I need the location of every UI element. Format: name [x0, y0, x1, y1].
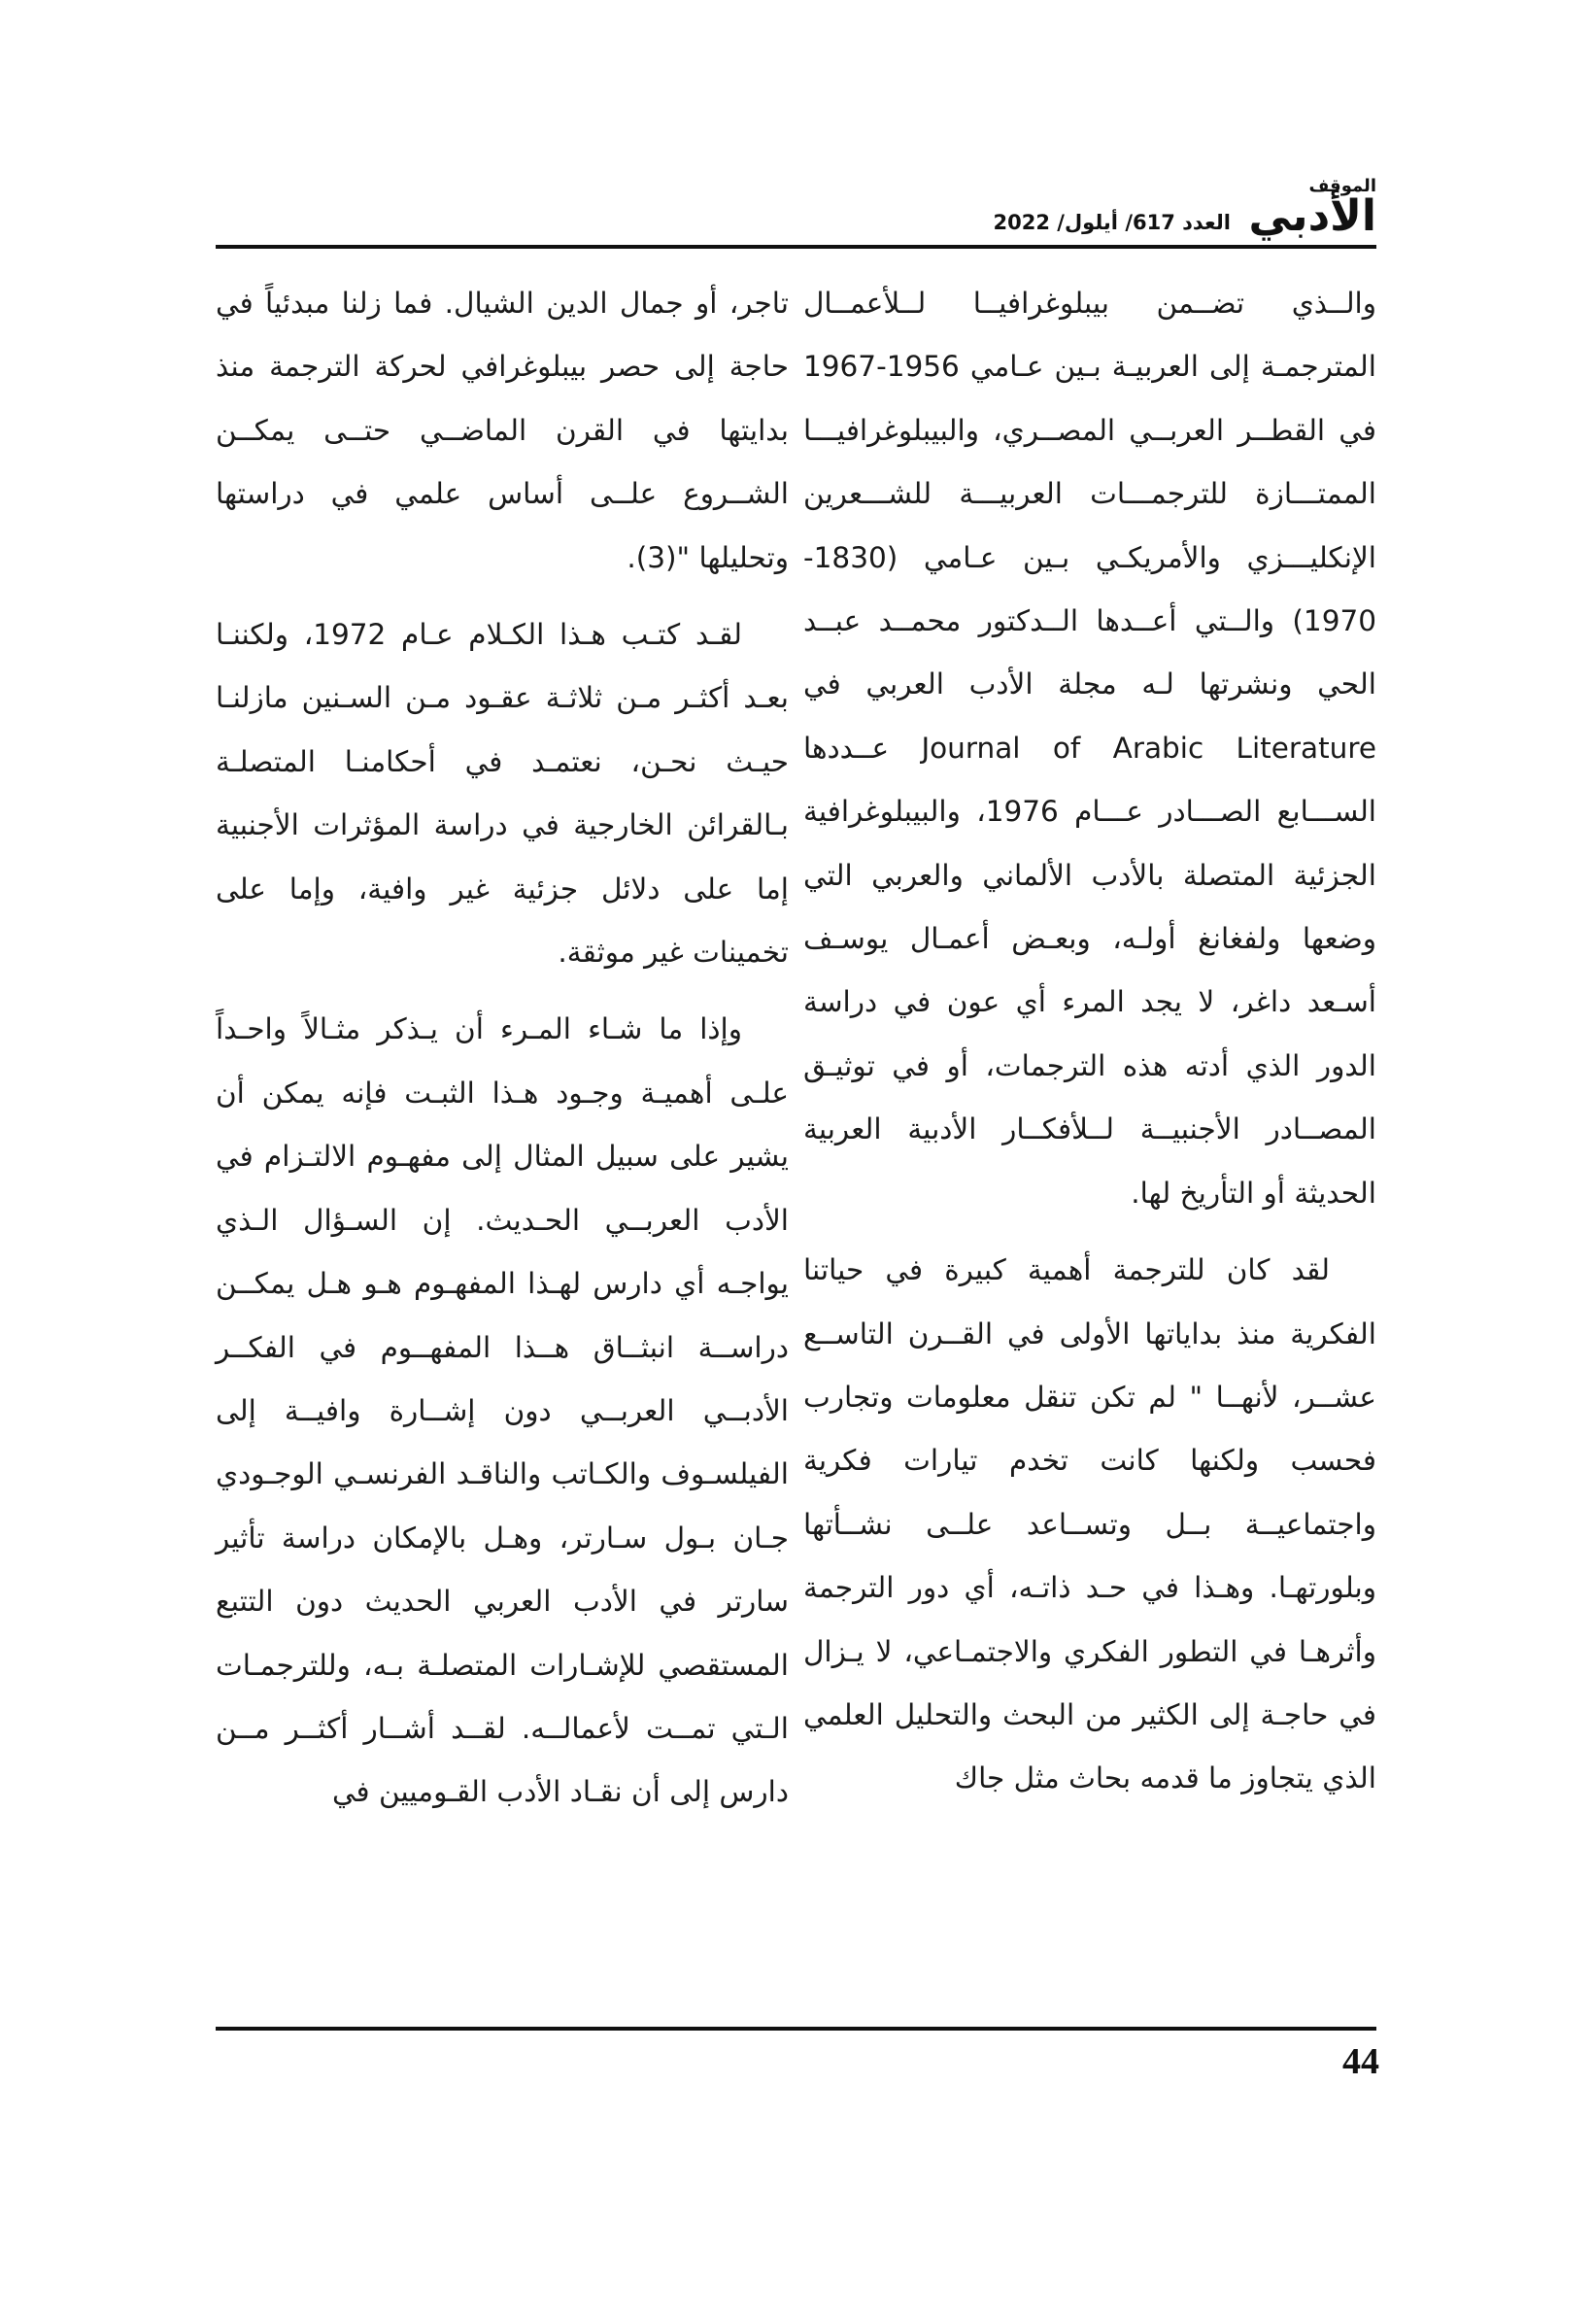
right-column: [803, 272, 1376, 1825]
page-number: 44: [1342, 2041, 1379, 2082]
footer-rule: [216, 2027, 1376, 2031]
left-paragraph-1-text: تاجر، أو جمال الدين الشيال. فما زلنا مبدئياً في حاجة إلى حصر بيبلوغرافي لحركة الترجمة منذ بدايتها في القرن الماضــي حتــى يمكــن الشــروع علــى أساس علمي في دراستها وتحليلها "(3).: [216, 287, 789, 574]
right-paragraph-2: [803, 1239, 1376, 1811]
running-header: [216, 170, 1376, 250]
issue-info: العدد 617/ أيلول/ 2022: [993, 211, 1231, 234]
header-rule: [216, 245, 1376, 249]
left-paragraph-3: [216, 998, 789, 1824]
right-paragraph-1-text: والــذي تضــمن بيبلوغرافيــا لــلأعمــال المترجمـة إلى العربيـة بـين عـامي 1956-1967 في القطــر العربــي المصــري، والبيبلوغرافيـــا الممتـــازة للترجمـــات العربيـــة للشـــعرين الإنكليـــزي والأمريكـي بـين عـامي (1830-1970) والــتي أعــدها الــدكتور محمــد عبــد الحي ونشرتها لـه مجلة الأدب العربي في Journal of Arabic Literature عــددها الســـابع الصـــادر عـــام 1976، والبيبلوغرافية الجزئية المتصلة بالأدب الألماني والعربي التي وضعها ولفغانغ أولـه، وبعـض أعمـال يوسـف أسـعد داغر، لا يجد المرء أي عون في دراسة الدور الذي أدته هذه الترجمات، أو في توثيـق المصــادر الأجنبيــة لــلأفكــار الأدبية العربية الحديثة أو التأريخ لها.: [803, 287, 1377, 1210]
left-paragraph-1: [216, 272, 789, 590]
right-paragraph-1: [803, 272, 1376, 1225]
magazine-logo: [1250, 176, 1376, 244]
left-paragraph-3-text: وإذا ما شـاء المـرء أن يـذكر مثـالاً واحـداً علـى أهميـة وجـود هـذا الثبـت فإنه يمكن أن يشير على سبيل المثال إلى مفهـوم الالتـزام في الأدب العربــي الحـديث. إن السـؤال الـذي يواجـه أي دارس لهـذا المفهـوم هـو هـل يمكــن دراســة انبثــاق هــذا المفهــوم في الفكــر الأدبــي العربــي دون إشــارة وافيــة إلى الفيلسـوف والكـاتب والناقـد الفرنسـي الوجـودي جـان بـول سـارتر، وهـل بالإمكان دراسة تأثير سارتر في الأدب العربي الحديث دون التتبع المستقصي للإشـارات المتصلـة بـه، وللترجمـات الـتي تمــت لأعمالــه. لقــد أشــار أكثــر مــن دارس إلى أن نقـاد الأدب القـوميين في: [216, 1012, 789, 1809]
logo-big-text: الأدبي: [1248, 191, 1376, 241]
left-column: [216, 272, 789, 1838]
right-paragraph-2-text: لقد كان للترجمة أهمية كبيرة في حياتنا الفكرية منذ بداياتها الأولى في القــرن التاســع عشــر، لأنهــا " لم تكن تنقل معلومات وتجارب فحسب ولكنها كانت تخدم تيارات فكرية واجتماعيــة بــل وتســاعد علــى نشــأتها وبلورتهـا. وهـذا في حـد ذاتـه، أي دور الترجمة وأثرهـا في التطور الفكري والاجتمـاعي، لا يـزال في حاجـة إلى الكثير من البحث والتحليل العلمي الذي يتجاوز ما قدمه بحاث مثل جاك: [803, 1253, 1376, 1795]
left-paragraph-2-text: لقـد كتـب هـذا الكـلام عـام 1972، ولكننـا بعـد أكثـر مـن ثلاثـة عقـود مـن السـنين مازلنـا حيـث نحـن، نعتمـد في أحكامنـا المتصلـة بـالقرائن الخارجية في دراسة المؤثرات الأجنبية إما على دلائل جزئية غير وافية، وإما على تخمينات غير موثقة.: [216, 618, 789, 970]
left-paragraph-2: [216, 603, 789, 984]
logo-small-text: الموقف: [1308, 176, 1376, 196]
